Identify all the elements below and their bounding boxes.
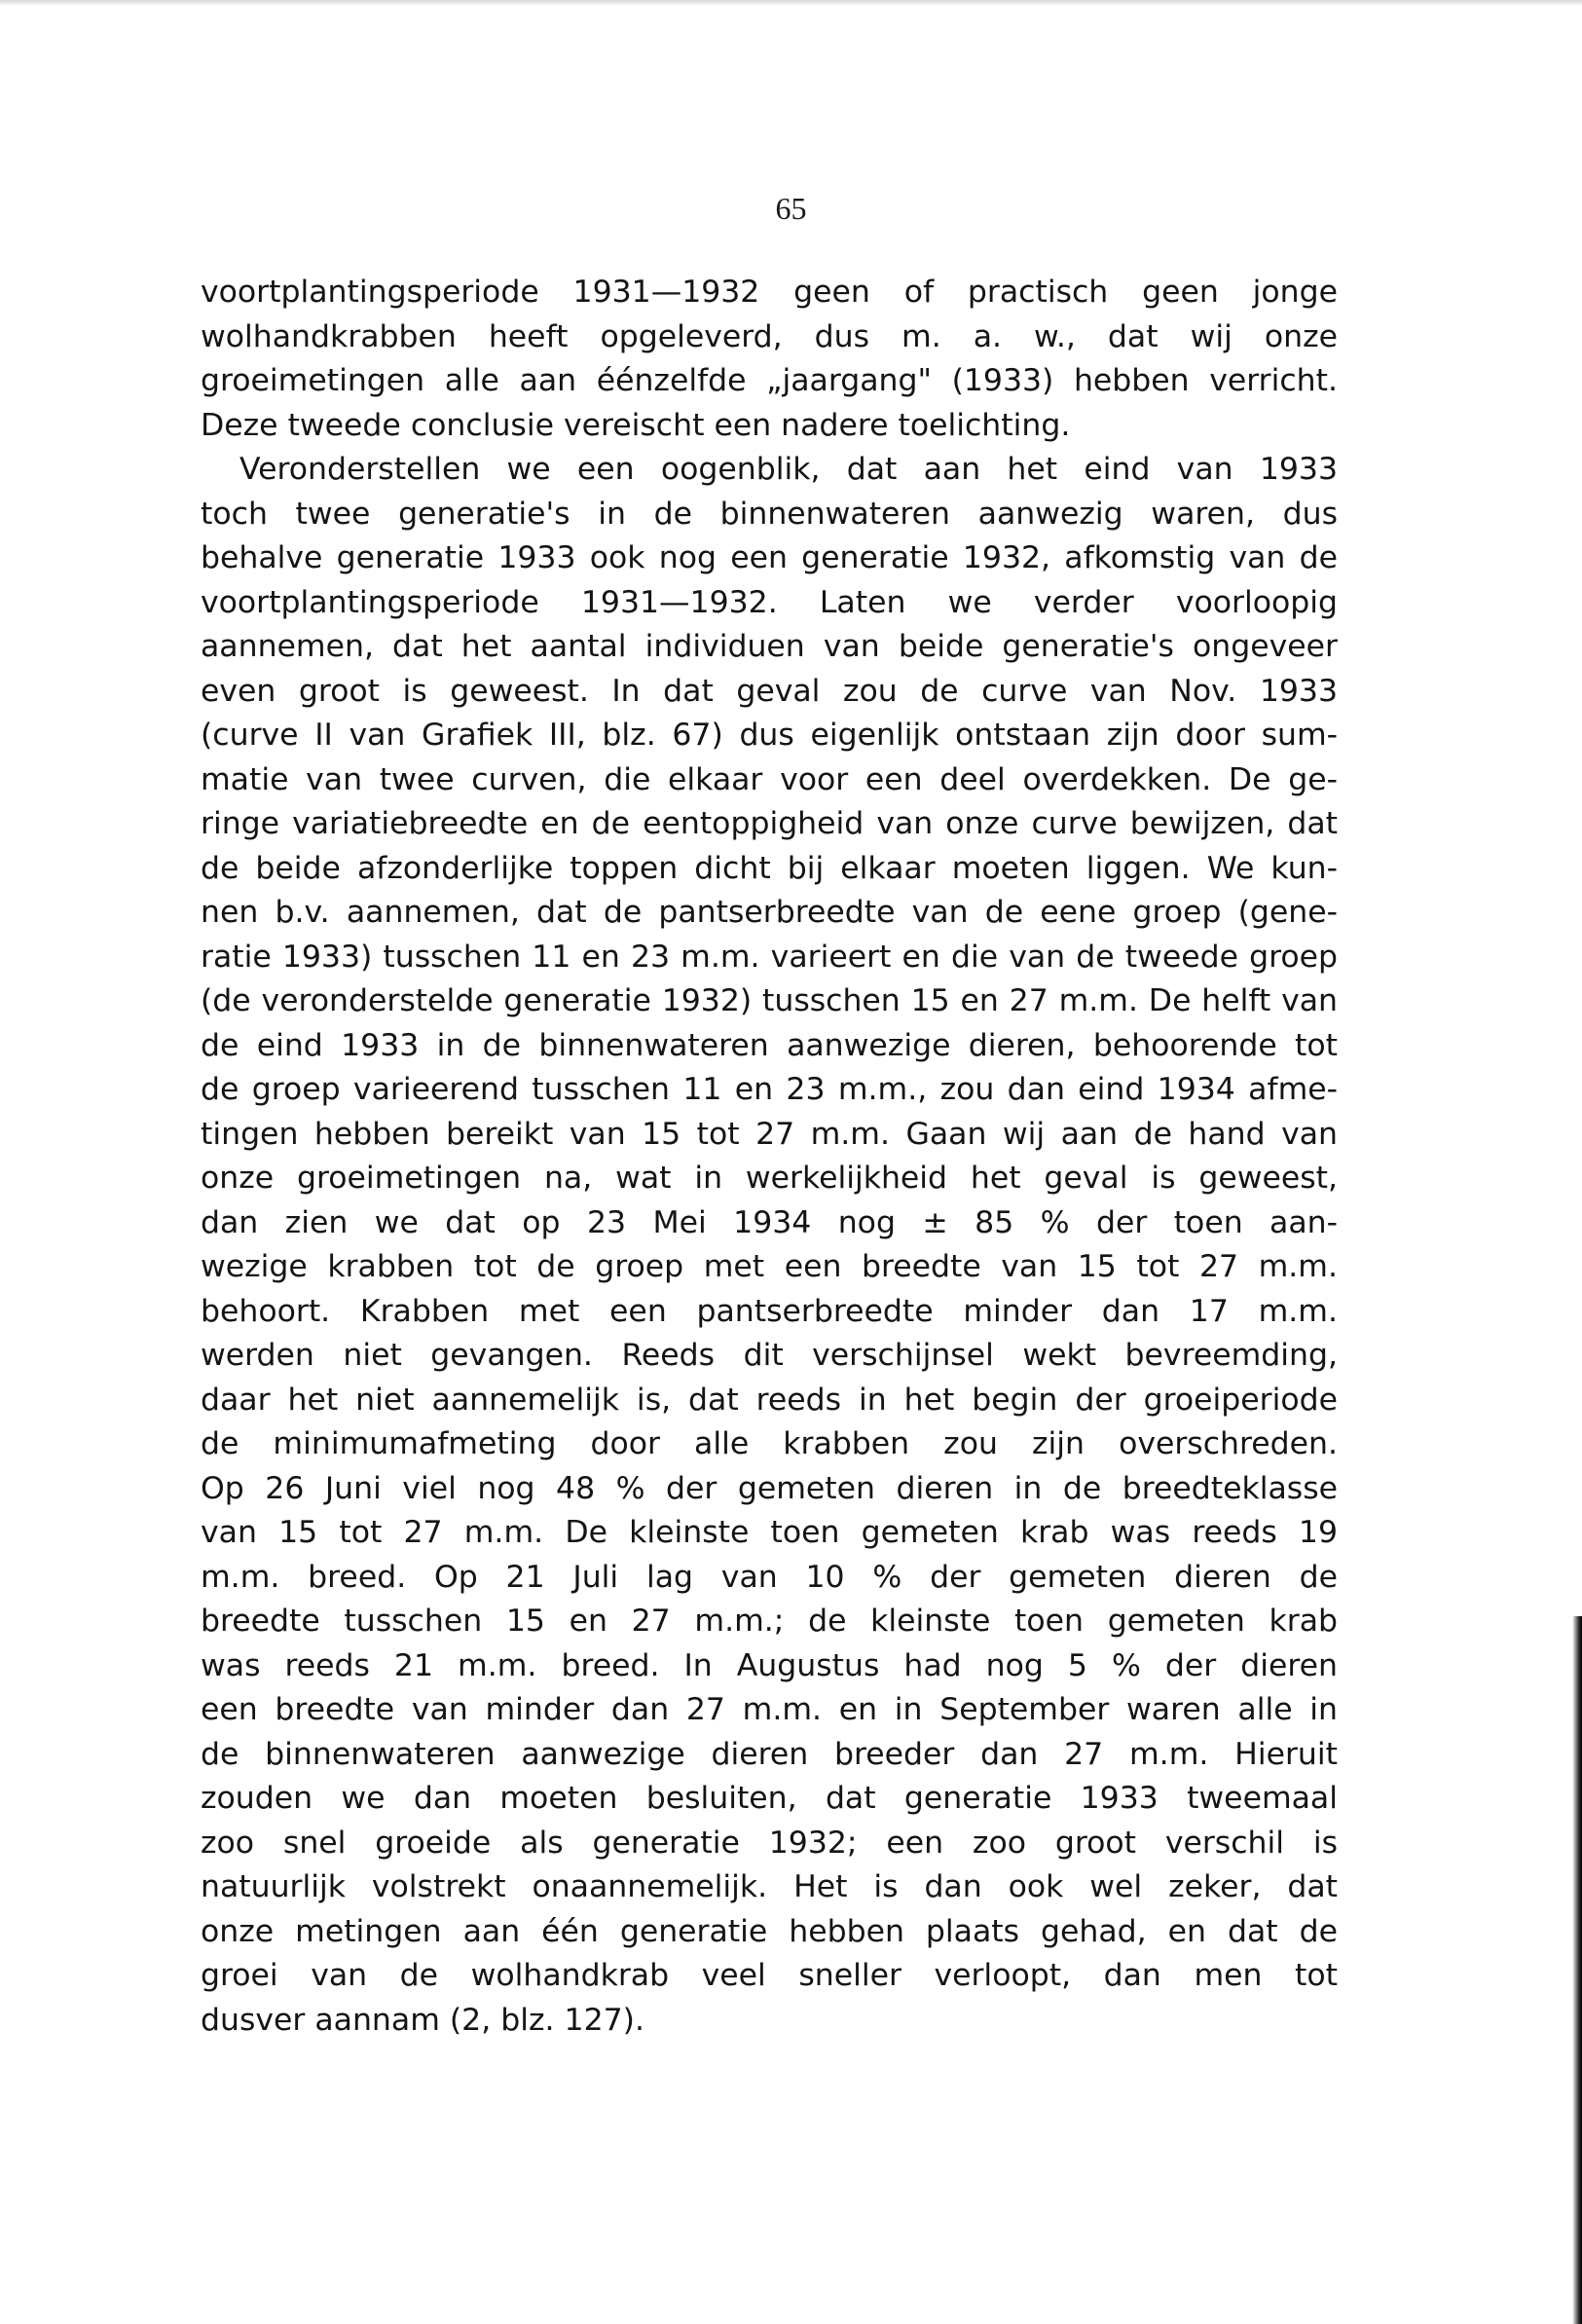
text-line: (curve II van Grafiek III, blz. 67) dus eigenlijk ontstaan zijn door sum- [201, 718, 1338, 753]
page-top-edge [0, 0, 1582, 6]
text-line: wezige krabben tot de groep met een breedte van 15 tot 27 m.m. [201, 1249, 1338, 1284]
text-line: was reeds 21 m.m. breed. In Augustus had nog 5 % der dieren [201, 1647, 1338, 1683]
text-line: nen b.v. aannemen, dat de pantserbreedte van de eene groep (gene- [201, 895, 1338, 930]
body-text [201, 271, 1338, 2043]
text-line: zouden we dan moeten besluiten, dat generatie 1933 tweemaal [201, 1781, 1338, 1816]
text-line: groeimetingen alle aan éénzelfde „jaargang" (1933) hebben verricht. [201, 363, 1338, 398]
text-line: natuurlijk volstrekt onaannemelijk. Het is dan ook wel zeker, dat [201, 1869, 1338, 1904]
text-line: behoort. Krabben met een pantserbreedte minder dan 17 m.m. [201, 1293, 1338, 1329]
text-line: ringe variatiebreedte en de eentoppigheid van onze curve bewijzen, dat [201, 806, 1338, 841]
text-line: behalve generatie 1933 ook nog een generatie 1932, afkomstig van de [201, 540, 1338, 575]
text-line: Veronderstellen we een oogenblik, dat aan het eind van 1933 [239, 452, 1338, 487]
text-line: wolhandkrabben heeft opgeleverd, dus m. a. w., dat wij onze [201, 318, 1338, 354]
text-line: groei van de wolhandkrab veel sneller verloopt, dan men tot [201, 1958, 1338, 1993]
text-line: de eind 1933 in de binnenwateren aanwezige dieren, behoorende tot [201, 1027, 1338, 1063]
page-right-edge-shadow [1572, 1616, 1582, 2324]
text-line: voortplantingsperiode 1931—1932. Laten we verder voorloopig [201, 584, 1338, 620]
text-line: een breedte van minder dan 27 m.m. en in September waren alle in [201, 1692, 1338, 1727]
page-number: 65 [775, 191, 807, 226]
text-line: de beide afzonderlijke toppen dicht bij elkaar moeten liggen. We kun- [201, 850, 1338, 886]
text-line: onze metingen aan één generatie hebben plaats gehad, en dat de [201, 1913, 1338, 1949]
text-line: (de veronderstelde generatie 1932) tusschen 15 en 27 m.m. De helft van [201, 983, 1338, 1018]
text-line: daar het niet aannemelijk is, dat reeds in het begin der groeiperiode [201, 1382, 1338, 1418]
text-line: werden niet gevangen. Reeds dit verschijnsel wekt bevreemding, [201, 1338, 1338, 1373]
text-line: dusver aannam (2, blz. 127). [201, 2002, 644, 2038]
text-line: de groep varieerend tusschen 11 en 23 m.m., zou dan eind 1934 afme- [201, 1072, 1338, 1107]
text-line: matie van twee curven, die elkaar voor een deel overdekken. De ge- [201, 761, 1338, 797]
text-line: voortplantingsperiode 1931—1932 geen of practisch geen jonge [201, 275, 1338, 310]
text-line: de binnenwateren aanwezige dieren breeder dan 27 m.m. Hieruit [201, 1736, 1338, 1772]
text-line: van 15 tot 27 m.m. De kleinste toen gemeten krab was reeds 19 [201, 1515, 1338, 1550]
text-line: m.m. breed. Op 21 Juli lag van 10 % der gemeten dieren de [201, 1559, 1338, 1595]
text-line: tingen hebben bereikt van 15 tot 27 m.m. Gaan wij aan de hand van [201, 1116, 1338, 1152]
text-line: breedte tusschen 15 en 27 m.m.; de kleinste toen gemeten krab [201, 1604, 1338, 1639]
text-line: de minimumafmeting door alle krabben zou zijn overschreden. [201, 1426, 1338, 1461]
text-line: Deze tweede conclusie vereischt een nadere toelichting. [201, 407, 1071, 443]
text-line: ratie 1933) tusschen 11 en 23 m.m. varieert en die van de tweede groep [201, 939, 1338, 975]
text-line: aannemen, dat het aantal individuen van beide generatie's ongeveer [201, 629, 1338, 664]
text-line: Op 26 Juni viel nog 48 % der gemeten dieren in de breedteklasse [201, 1470, 1338, 1506]
text-line: toch twee generatie's in de binnenwateren aanwezig waren, dus [201, 496, 1338, 532]
text-line: dan zien we dat op 23 Mei 1934 nog ± 85 % der toen aan- [201, 1204, 1338, 1240]
text-line: onze groeimetingen na, wat in werkelijkheid het geval is geweest, [201, 1161, 1338, 1196]
text-line: zoo snel groeide als generatie 1932; een zoo groot verschil is [201, 1825, 1338, 1861]
text-line: even groot is geweest. In dat geval zou de curve van Nov. 1933 [201, 673, 1338, 709]
